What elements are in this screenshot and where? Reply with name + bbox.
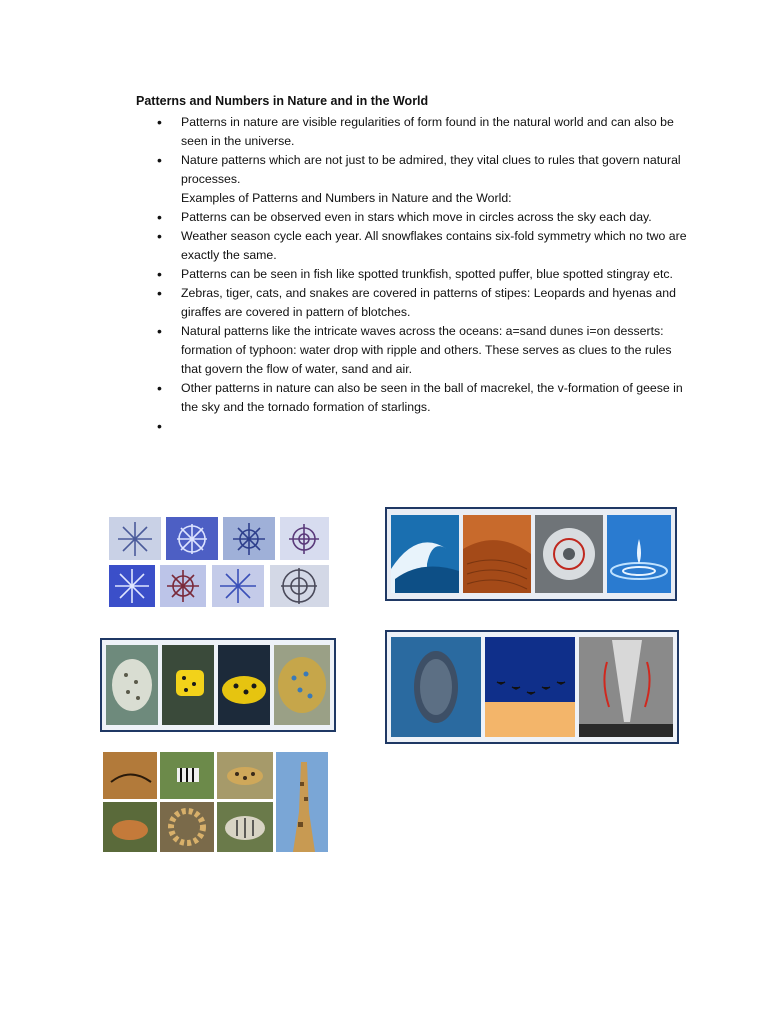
flocks-image	[385, 630, 679, 744]
list-item: • Patterns can be seen in fish like spotted trunkfish, spotted puffer, blue spotted stingray etc.	[157, 265, 687, 284]
page-title: Patterns and Numbers in Nature and in the World	[136, 94, 429, 108]
list-item: • Nature patterns which are not just to be admired, they vital clues to rules that govern natural processes.	[157, 151, 687, 189]
waves-image	[385, 507, 677, 601]
list-item: • Natural patterns like the intricate waves across the oceans: a=sand dunes i=on desserts: formation of typhoon: water drop with ripple and others. These serves as clues to the rules that govern the flow of water, sand and air.	[157, 322, 687, 379]
list-item: • Other patterns in nature can also be seen in the ball of macrekel, the v-formation of geese in the sky and the tornado formation of starlings.	[157, 379, 687, 417]
snowflakes-image	[108, 516, 330, 608]
fish-image	[100, 638, 336, 732]
bullet-list	[157, 113, 687, 436]
list-item: • Weather season cycle each year. All snowflakes contains six-fold symmetry which no two are exactly the same.	[157, 227, 687, 265]
animals-image	[103, 752, 328, 852]
list-item: • Patterns in nature are visible regularities of form found in the natural world and can also be seen in the universe.	[157, 113, 687, 151]
list-item: • Patterns can be observed even in stars which move in circles across the sky each day.	[157, 208, 687, 227]
list-item: • Zebras, tiger, cats, and snakes are covered in patterns of stipes: Leopards and hyenas and giraffes are covered in pattern of blotches.	[157, 284, 687, 322]
empty-list-item	[157, 417, 687, 436]
examples-heading: Examples of Patterns and Numbers in Nature and the World:	[181, 191, 512, 205]
